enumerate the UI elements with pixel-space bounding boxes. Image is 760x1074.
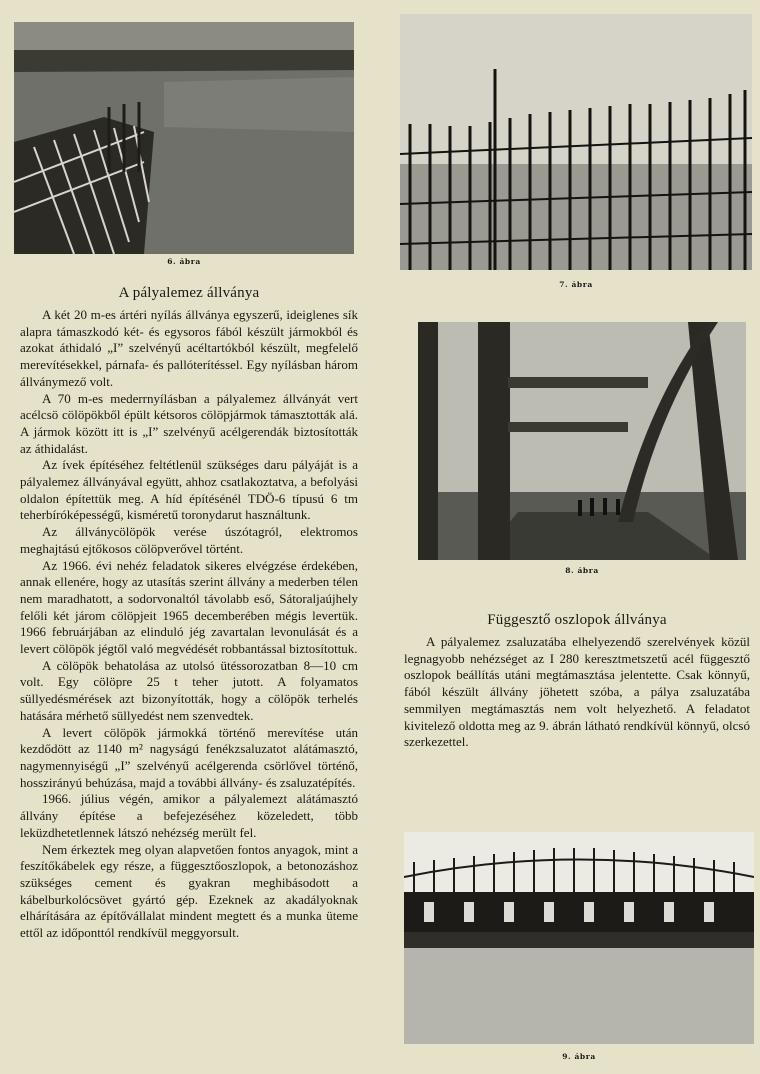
- figure-8-caption: 8. ábra: [565, 566, 599, 575]
- left-paragraph: Nem érkeztek meg olyan alapvetően fontos anyagok, mint a feszítőkábelek egy része, a függesztőoszlopok, a betonozáshoz szükséges cement és gyakran meghibásodott a kábelburkolócsövet gyártó gép. Ezeknek az akadályoknak elhárítására az építővállalat mindent megtett és a munka üteme ettől az időponttól rendkívül meggyorsult.: [20, 841, 358, 941]
- figure-6-caption: 6. ábra: [167, 257, 201, 266]
- figure-6-photo: [14, 22, 354, 254]
- figure-9-photo: [404, 832, 754, 1044]
- left-paragraph: Az 1966. évi nehéz feladatok sikeres elvégzése érdekében, annak ellenére, hogy az utasítás szerint állvány a mederben télen nem maradhatott, a sodorvonaltól távolabb eső, Sátoraljaújhely felőli két járom cölöpjeit 1965 decemberében mégis levertük. 1966 februárjában az elinduló jég zavartalan levonulását és a levert cölöpök jégtől való megvédését robbantással biztosítottuk.: [20, 557, 358, 657]
- left-paragraph: 1966. július végén, amikor a pályalemezt alátámasztó állvány építése a befejezéséhez közeledett, több leküzdhetetlennek látszó nehézség merült fel.: [20, 791, 358, 840]
- left-paragraph: A 70 m-es mederrnyílásban a pályalemez állványát vert acélcsö cölöpökből épült kétsoros cölöpjármok támasztották alá. A jármok között itt is „I” szelvényű acélgerendák biztosították az áthidalást.: [20, 390, 358, 456]
- figure-8-photo: [418, 322, 746, 560]
- left-paragraph: A cölöpök behatolása az utolsó ütéssorozatban 8—10 cm volt. Egy cölöpre 25 t teher jutott. A folyamatos süllyedésmérések azt bizonyították, hogy a cölöpök terhelés hatására mérhető süllyedést nem szenvedtek.: [20, 657, 358, 723]
- figure-7-caption: 7. ábra: [559, 280, 593, 289]
- right-section-heading: Függesztő oszlopok állványa: [487, 612, 667, 628]
- left-paragraph: Az állványcölöpök verése úszótagról, elektromos meghajtású ejtőkosos cölöpverővel történt.: [20, 524, 358, 556]
- left-section-text: [20, 307, 358, 942]
- left-paragraph: A levert cölöpök jármokká történő merevítése után kezdődött az 1140 m² nagyságú fenékzsaluzatot alátámasztó, nagymennyiségű „I” szelvényű acélgerenda csörlővel történő, hosszirányú behúzása, majd a további állvány- és zsaluzatépítés.: [20, 724, 358, 790]
- left-paragraph: A két 20 m-es ártéri nyílás állványa egyszerű, ideiglenes sík alapra támaszkodó két- és egysoros fából készült jármokból és azokat áthidaló „I” szelvényű acéltartókból készült, megfelelő merevítésekkel, párnafa- és pallóterítéssel. Egy nyílásban három állványmező volt.: [20, 307, 358, 389]
- right-section-text: [404, 634, 750, 751]
- figure-7-photo: [400, 14, 752, 270]
- right-paragraph: A pályalemez zsaluzatába elhelyezendő szerelvények közül legnagyobb nehézséget az I 280 keresztmetszetű acél függesztő oszlopok beállítás utáni megtámasztása jelentette. Csak könnyű, fából készült állvány jöhetett szóba, a pálya zsaluzatába semmilyen megtámasztás nem volt helyezhető. A feladatot kivitelező oldotta meg az 9. ábrán látható rendkívül könnyű, olcsó szerkezettel.: [404, 634, 750, 750]
- left-section-heading: A pályalemez állványa: [118, 285, 260, 301]
- left-paragraph: Az ívek építéséhez feltétlenül szükséges daru pályáját is a pályalemez állványával együtt, ahhoz csatlakoztatva, a befolyási oldalon építettük meg. A híd építésénél TDÖ-6 típusú 6 tm teherbíróképességű, kisméretű toronydarut használtunk.: [20, 457, 358, 523]
- figure-9-caption: 9. ábra: [562, 1052, 596, 1061]
